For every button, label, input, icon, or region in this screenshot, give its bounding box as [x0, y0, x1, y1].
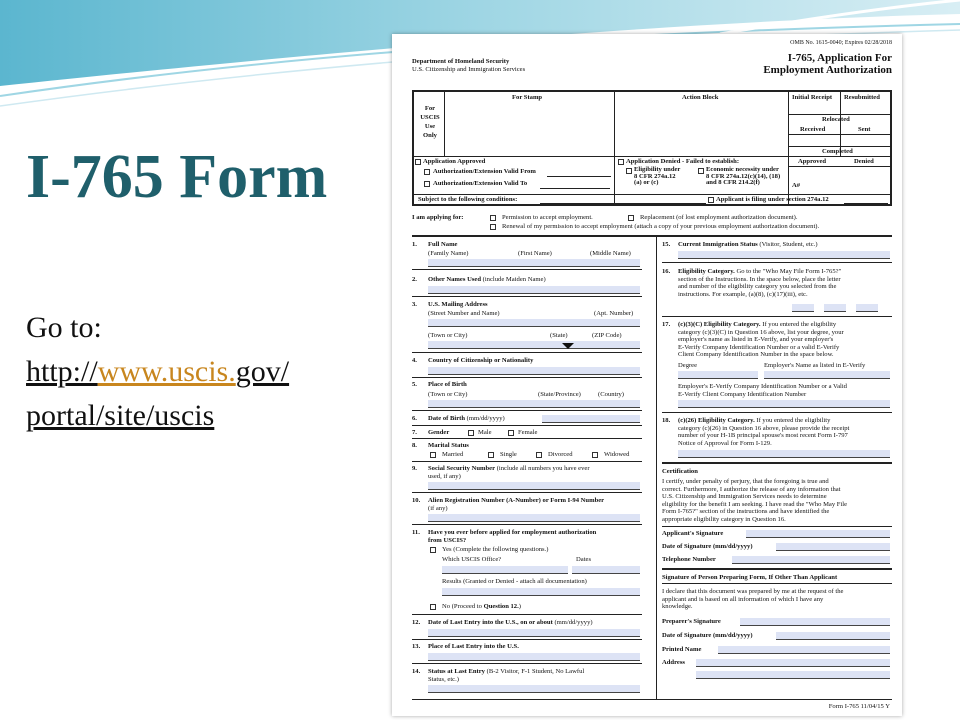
- form-footer: Form I-765 11/04/15 Y: [828, 703, 890, 710]
- a-number: A#: [792, 182, 801, 189]
- results-field[interactable]: [442, 588, 640, 596]
- omb-number: OMB No. 1615-0040; Expires 02/28/2018: [790, 40, 892, 46]
- preparer-heading: Signature of Person Preparing Form, If Other Than Applicant: [662, 574, 838, 581]
- i765-form-image: OMB No. 1615-0040; Expires 02/28/2018 Department of Homeland Security U.S. Citizenship and Immigration Services I-765, Application For Employment Authorization For USCIS Use Only For Stamp Action Block Initial Receipt Resubmitted Relocated Received Sent Completed Approved Denied A# Application Approved Authorization/Extension Valid From Authorization/Extension Valid To Application Denied - Failed to establish: Eligibility under 8 CFR 274a.12 (a) or (c) Economic necessity under 8 CFR 274a.12(c)(14), (18) and 8 CFR 214.2(f) Subject to the following conditions: Applicant is filing under section 274a.12 I am applying for: Permission to accept employment. Replacement (of lost employment authorization document). Renewal of my permission to accept employment (attach a copy of your previous employment authorization document). 1. Full Name (Family Name) (First Name) (Middle Name) 2. Other Names Used (include Maiden Name) 3. U.S. Mailing Address (Street Number and Name) (Apt. Number) (Town or City) (State) (ZIP Code) 4. Country of Citizenship or Nationality 5. Place of Birth (Town or City) (State/Province) (Country) 6. Date of Birth (mm/dd/yyyy) 7. Gender Male Female 8. Marital Status Married Single Divorced Widowed 9. Social Security Number (include all numbers you have ever used, if any) 10. Alien Registration Number (A-Number) or Form I-94 Number (if any) 11. Have you ever before applied for employment authorization from USCIS? Yes (Complete the following questions.) Which USCIS Office? Dates Results (Granted or Denied - attach all documentation) No (Proceed to Question 12.) 12. Date of Last Entry into the U.S., on or about (mm/dd/yyyy) 13. Place of Last Entry into the U.S. 14. Status at Last Entry (B-2 Visitor, F-1 Student, No Lawful Status, etc.) 15. Current Immigration Status (Visitor, Student, etc.) 16. Eligibility Category. Go to the "Who May File Form I-765?" section of the Instructions. In the space below, place the letter and number of the eligibility category you selected from the instructions. For example, (a)(8), (c)(17)(iii), etc. 17. (c)(3)(C) Eligibility Category. If you entered the eligibility category (c)(3)(C) in Question 16 above, list your degree, your employer's name as listed in E-Verify, and your employer's E-Verify Company Identification Number or a valid E-Verify Client Company Identification Number in the space below. Degree Employer's Name as listed in E-Verify Employer's E-Verify Company Identification Number or a Valid E-Verify Client Company Identification Number 18. (c)(26) Eligibility Category. If you entered the eligibility category (c)(26) in Question 16 above, please provide the receipt number of your H-1B principal spouse's most recent Form I-797 Notice of Approval for Form I-129. Certification I certify, under penalty of perjury, that the foregoing is true and correct. Furthermore, I authorize the release of any information that U.S. Citizenship and Immigration Services needs to determine eligibility for the benefit I am seeking. I have read the "Who May File Form I-765?" section of the instructions and have identified the appropriate eligibility category in Question 16. Applicant's Signature Date of Signature (mm/dd/yyyy) Telephone Number Signature of Person Preparing Form, If Other Than Applicant I declare that this document was prepared by me at the request of the applicant and is based on all information of which I have any knowledge. Preparer's Signature Date of Signature (mm/dd/yyyy) Printed Name Address Form I-765 11/04/15 Y: [392, 34, 902, 716]
- opt-permission: Permission to accept employment.: [502, 214, 593, 221]
- goto-text: [26, 306, 289, 438]
- printed-name-field[interactable]: [718, 646, 890, 654]
- applicant-filing: Applicant is filing under section 274a.12: [716, 196, 829, 203]
- q1-full-name: Full Name: [428, 241, 458, 248]
- opt-renewal: Renewal of my permission to accept employment (attach a copy of your previous employment authorization document).: [502, 223, 820, 230]
- street-field[interactable]: [428, 319, 640, 327]
- checkbox-male[interactable]: [468, 430, 474, 436]
- checkbox-female[interactable]: [508, 430, 514, 436]
- q10-alien-number: Alien Registration Number (A-Number) or Form I-94 Number: [428, 497, 605, 504]
- checkbox-married[interactable]: [430, 452, 436, 458]
- address-field-2[interactable]: [696, 671, 890, 679]
- url-prefix: http://: [26, 355, 98, 388]
- preparer-declaration: I declare that this document was prepared by me at the request of the applicant and is based on all information of which I have any knowledge.: [662, 588, 844, 610]
- checkbox-app-approved[interactable]: [415, 159, 421, 165]
- for-uscis-use-only: For USCIS Use Only: [420, 105, 440, 139]
- q4-citizenship: Country of Citizenship or Nationality: [428, 357, 534, 364]
- action-block: Action Block: [682, 94, 719, 101]
- address-field-1[interactable]: [696, 659, 890, 667]
- q8-marital-status: Marital Status: [428, 442, 469, 449]
- last-entry-date-field[interactable]: [428, 629, 640, 637]
- company-id-field[interactable]: [678, 400, 890, 408]
- received: Received: [800, 126, 826, 133]
- place-of-birth-field[interactable]: [428, 400, 640, 408]
- certification-text: I certify, under penalty of perjury, that the foregoing is true and correct. Furthermore, I authorize the release of any information that U.S. Citizenship and Immigration Services needs to determine eligibility for the benefit I am seeking. I have read the "Who May File Form I-765?" section of the instructions and have identified the appropriate eligibility category in Question 16.: [662, 478, 848, 523]
- uscis-link[interactable]: www.uscis.: [97, 355, 236, 388]
- url-gov: gov/: [235, 355, 290, 388]
- checkbox-yes[interactable]: [430, 547, 436, 553]
- applicant-signature-field[interactable]: [746, 530, 890, 538]
- opt-replacement: Replacement (of lost employment authorization document).: [640, 214, 798, 221]
- for-stamp: For Stamp: [512, 94, 543, 101]
- checkbox-applicant-filing[interactable]: [708, 197, 714, 203]
- q18-c26-category: (c)(26) Eligibility Category. If you entered the eligibility category (c)(26) in Question 16 above, please provide the receipt number of your H-1B principal spouse's most recent Form I-797 Notice of Approval for Form I-129.: [678, 417, 850, 447]
- checkbox-divorced[interactable]: [536, 452, 542, 458]
- initial-receipt: Initial Receipt: [792, 94, 833, 101]
- relocated: Relocated: [822, 116, 850, 123]
- q7-gender: Gender: [428, 429, 450, 436]
- receipt-number-field[interactable]: [678, 450, 890, 458]
- state-dropdown-icon[interactable]: [562, 343, 574, 349]
- printed-name: Printed Name: [662, 646, 702, 653]
- sent: Sent: [858, 126, 871, 133]
- last-entry-place-field[interactable]: [428, 653, 640, 661]
- checkbox-economic[interactable]: [698, 168, 704, 174]
- checkbox-auth-from[interactable]: [424, 169, 430, 175]
- checkbox-app-denied[interactable]: [618, 159, 624, 165]
- preparer-date: Date of Signature (mm/dd/yyyy): [662, 632, 753, 639]
- resubmitted: Resubmitted: [844, 94, 880, 101]
- category-box-1[interactable]: [792, 304, 814, 312]
- applicant-signature: Applicant's Signature: [662, 530, 724, 537]
- department: Department of Homeland Security: [412, 58, 510, 65]
- goto-label: Go to:: [26, 311, 102, 344]
- q16-eligibility-category: Eligibility Category. Go to the "Who May File Form I-765?" section of the Instructions. In the space below, place the letter and number of the eligibility category you selected from the instructions. For example, (a)(8), (c)(17)(iii), etc.: [678, 268, 842, 298]
- auth-from: Authorization/Extension Valid From: [433, 168, 536, 175]
- town-state-zip-field[interactable]: [428, 341, 640, 349]
- url-path: portal/site/uscis: [26, 399, 215, 432]
- economic-necessity: Economic necessity under 8 CFR 274a.12(c)(14), (18) and 8 CFR 214.2(f): [706, 166, 781, 186]
- form-title-2: Employment Authorization: [763, 64, 892, 76]
- dob-field[interactable]: [542, 415, 640, 423]
- no-proceed: No (Proceed to Question 12.): [442, 603, 521, 610]
- q3-mailing-address: U.S. Mailing Address: [428, 301, 488, 308]
- q2-other-names: Other Names Used (include Maiden Name): [428, 276, 546, 283]
- category-box-3[interactable]: [856, 304, 878, 312]
- date-signature-field[interactable]: [776, 543, 890, 551]
- q12-last-entry-date: Date of Last Entry into the U.S., on or about (mm/dd/yyyy): [428, 619, 593, 626]
- preparer-date-field[interactable]: [776, 632, 890, 640]
- other-names-field[interactable]: [428, 286, 640, 294]
- checkbox-auth-to[interactable]: [424, 181, 430, 187]
- form-title-1: I-765, Application For: [787, 52, 892, 64]
- alien-number-field[interactable]: [428, 514, 640, 522]
- q6-date-of-birth: Date of Birth (mm/dd/yyyy): [428, 415, 505, 422]
- employer-field[interactable]: [764, 371, 890, 379]
- immigration-status-field[interactable]: [678, 251, 890, 259]
- q5-place-of-birth: Place of Birth: [428, 381, 467, 388]
- company-id-label: Employer's E-Verify Company Identification Number or a Valid E-Verify Client Company Identification Number: [678, 383, 847, 398]
- citizenship-field[interactable]: [428, 367, 640, 375]
- q15-immigration-status: Current Immigration Status (Visitor, Student, etc.): [678, 241, 818, 248]
- telephone-field[interactable]: [732, 556, 890, 564]
- date-of-signature: Date of Signature (mm/dd/yyyy): [662, 543, 753, 550]
- certification: Certification: [662, 468, 698, 475]
- applying-for: I am applying for:: [412, 214, 464, 221]
- checkbox-no[interactable]: [430, 604, 436, 610]
- app-denied: Application Denied - Failed to establish:: [626, 158, 740, 165]
- q17-c3c-category: (c)(3)(C) Eligibility Category. If you entered the eligibility category (c)(3)(C) in Question 16 above, list your degree, your employer's name as listed in E-Verify, and your employer's E-Verify Company Identification Number or a valid E-Verify Client Company Identification Number in the space below.: [678, 321, 844, 358]
- office-use-box: [412, 90, 892, 206]
- checkbox-eligibility[interactable]: [626, 168, 632, 174]
- denied: Denied: [854, 158, 874, 165]
- preparer-signature: Preparer's Signature: [662, 618, 721, 625]
- q13-last-entry-place: Place of Last Entry into the U.S.: [428, 643, 519, 650]
- degree-field[interactable]: [678, 371, 758, 379]
- ssn-field[interactable]: [428, 482, 640, 490]
- preparer-signature-field[interactable]: [740, 618, 890, 626]
- url-line-1: [26, 350, 289, 394]
- q9-ssn: Social Security Number (include all numbers you have ever: [428, 465, 590, 472]
- checkbox-renewal[interactable]: [490, 224, 496, 230]
- checkbox-replacement[interactable]: [628, 215, 634, 221]
- eligibility-under: Eligibility under 8 CFR 274a.12 (a) or (c): [634, 166, 681, 186]
- agency: U.S. Citizenship and Immigration Services: [412, 66, 526, 73]
- status-at-entry-field[interactable]: [428, 685, 640, 693]
- approved: Approved: [798, 158, 827, 165]
- checkbox-single[interactable]: [488, 452, 494, 458]
- auth-to: Authorization/Extension Valid To: [433, 180, 528, 187]
- app-approved: Application Approved: [423, 158, 486, 165]
- full-name-field[interactable]: [428, 259, 640, 267]
- completed: Completed: [822, 148, 853, 155]
- subject-conditions: Subject to the following conditions:: [418, 196, 518, 203]
- uscis-office-field[interactable]: [442, 566, 568, 574]
- category-box-2[interactable]: [824, 304, 846, 312]
- q11-applied-before: Have you ever before applied for employment authorization: [428, 529, 597, 536]
- q14-status-at-entry: Status at Last Entry (B-2 Visitor, F-1 Student, No Lawful: [428, 668, 585, 675]
- slide-title: I-765 Form: [26, 143, 328, 211]
- checkbox-widowed[interactable]: [592, 452, 598, 458]
- checkbox-permission[interactable]: [490, 215, 496, 221]
- address: Address: [662, 659, 685, 666]
- telephone-number: Telephone Number: [662, 556, 716, 563]
- dates-field[interactable]: [572, 566, 640, 574]
